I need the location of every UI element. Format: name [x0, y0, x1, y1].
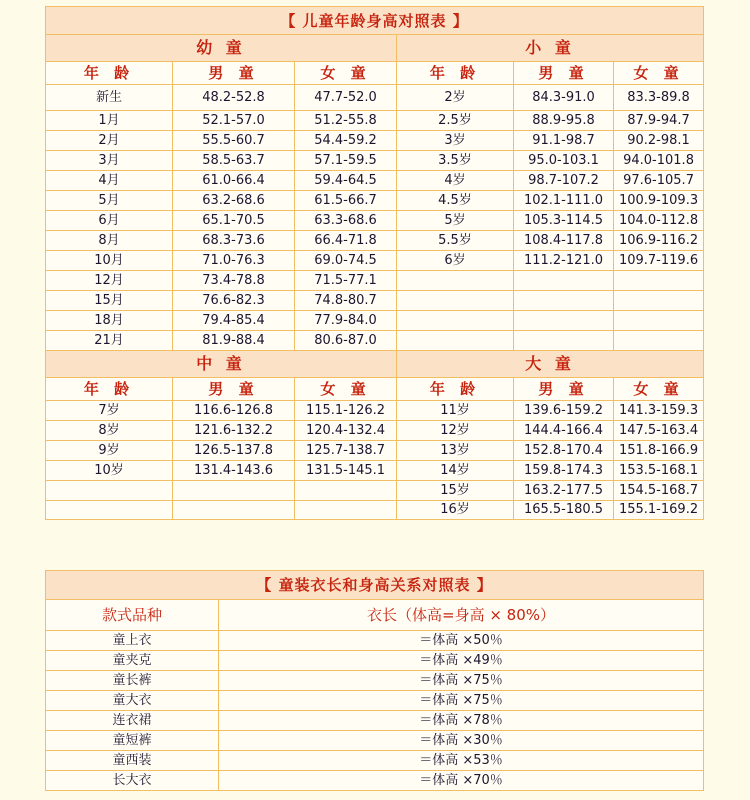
table-row	[46, 271, 704, 291]
girl-height-cell: 87.9-94.7	[614, 111, 704, 131]
table-row	[46, 85, 704, 111]
table-row	[46, 651, 704, 671]
girl-height-cell	[614, 291, 704, 311]
boy-height-cell	[173, 481, 295, 501]
table-row	[46, 631, 704, 651]
girl-height-cell: 66.4-71.8	[295, 231, 397, 251]
header-boy: 男 童	[173, 378, 295, 401]
age-cell: 5.5岁	[397, 231, 514, 251]
age-cell: 新生	[46, 85, 173, 111]
age-cell: 11岁	[397, 401, 514, 421]
age-cell: 5岁	[397, 211, 514, 231]
table-row	[46, 111, 704, 131]
age-cell: 8月	[46, 231, 173, 251]
age-cell: 16岁	[397, 501, 514, 520]
boy-height-cell: 139.6-159.2	[514, 401, 614, 421]
style-cell: 童短裤	[46, 731, 219, 751]
boy-height-cell: 95.0-103.1	[514, 151, 614, 171]
boy-height-cell: 121.6-132.2	[173, 421, 295, 441]
boy-height-cell: 73.4-78.8	[173, 271, 295, 291]
boy-height-cell: 88.9-95.8	[514, 111, 614, 131]
header-length: 衣长（体高=身高 × 80%）	[219, 600, 704, 631]
table-row	[46, 501, 704, 520]
age-cell: 10月	[46, 251, 173, 271]
table-row	[46, 291, 704, 311]
header-age: 年 龄	[46, 378, 173, 401]
header-boy: 男 童	[173, 62, 295, 85]
header-age: 年 龄	[397, 62, 514, 85]
boy-height-cell: 131.4-143.6	[173, 461, 295, 481]
girl-height-cell	[295, 501, 397, 520]
age-cell: 14岁	[397, 461, 514, 481]
age-cell: 18月	[46, 311, 173, 331]
age-cell: 5月	[46, 191, 173, 211]
girl-height-cell: 131.5-145.1	[295, 461, 397, 481]
clothing-length-table	[45, 570, 704, 791]
girl-height-cell: 63.3-68.6	[295, 211, 397, 231]
length-formula-cell: ＝体高 ×50％	[219, 631, 704, 651]
boy-height-cell: 163.2-177.5	[514, 481, 614, 501]
boy-height-cell: 126.5-137.8	[173, 441, 295, 461]
age-cell: 4岁	[397, 171, 514, 191]
header-girl: 女 童	[295, 378, 397, 401]
girl-height-cell: 61.5-66.7	[295, 191, 397, 211]
style-cell: 长大衣	[46, 771, 219, 791]
age-cell: 12月	[46, 271, 173, 291]
boy-height-cell: 98.7-107.2	[514, 171, 614, 191]
header-age: 年 龄	[46, 62, 173, 85]
section-infant-title: 幼 童	[46, 35, 397, 62]
header-style: 款式品种	[46, 600, 219, 631]
header-girl: 女 童	[614, 378, 704, 401]
table-row	[46, 311, 704, 331]
boy-height-cell: 52.1-57.0	[173, 111, 295, 131]
age-cell: 2岁	[397, 85, 514, 111]
age-cell: 12岁	[397, 421, 514, 441]
age-cell	[397, 271, 514, 291]
girl-height-cell	[614, 271, 704, 291]
boy-height-cell: 79.4-85.4	[173, 311, 295, 331]
girl-height-cell: 120.4-132.4	[295, 421, 397, 441]
boy-height-cell: 105.3-114.5	[514, 211, 614, 231]
length-formula-cell: ＝体高 ×30％	[219, 731, 704, 751]
boy-height-cell: 61.0-66.4	[173, 171, 295, 191]
style-cell: 童西装	[46, 751, 219, 771]
age-cell: 8岁	[46, 421, 173, 441]
girl-height-cell: 97.6-105.7	[614, 171, 704, 191]
girl-height-cell: 77.9-84.0	[295, 311, 397, 331]
section-big-title: 大 童	[397, 351, 704, 378]
table-row	[46, 131, 704, 151]
header-boy: 男 童	[514, 378, 614, 401]
table-row	[46, 171, 704, 191]
age-cell: 2.5岁	[397, 111, 514, 131]
age-cell: 4.5岁	[397, 191, 514, 211]
boy-height-cell	[514, 331, 614, 351]
header-girl: 女 童	[614, 62, 704, 85]
boy-height-cell: 165.5-180.5	[514, 501, 614, 520]
table-row	[46, 671, 704, 691]
length-formula-cell: ＝体高 ×49％	[219, 651, 704, 671]
age-cell	[46, 501, 173, 520]
boy-height-cell: 108.4-117.8	[514, 231, 614, 251]
girl-height-cell: 83.3-89.8	[614, 85, 704, 111]
table-row	[46, 401, 704, 421]
table-row	[46, 771, 704, 791]
style-cell: 童大衣	[46, 691, 219, 711]
length-formula-cell: ＝体高 ×78％	[219, 711, 704, 731]
boy-height-cell: 58.5-63.7	[173, 151, 295, 171]
boy-height-cell: 71.0-76.3	[173, 251, 295, 271]
age-cell: 15岁	[397, 481, 514, 501]
style-cell: 连衣裙	[46, 711, 219, 731]
age-cell	[397, 311, 514, 331]
boy-height-cell: 55.5-60.7	[173, 131, 295, 151]
table-row	[46, 731, 704, 751]
girl-height-cell	[295, 481, 397, 501]
section-child-title: 中 童	[46, 351, 397, 378]
table-row	[46, 151, 704, 171]
age-cell: 3岁	[397, 131, 514, 151]
girl-height-cell: 153.5-168.1	[614, 461, 704, 481]
age-cell	[397, 331, 514, 351]
boy-height-cell: 63.2-68.6	[173, 191, 295, 211]
section-toddler-title: 小 童	[397, 35, 704, 62]
height-table	[45, 6, 704, 520]
table-row	[46, 211, 704, 231]
boy-height-cell: 116.6-126.8	[173, 401, 295, 421]
age-cell: 21月	[46, 331, 173, 351]
girl-height-cell: 141.3-159.3	[614, 401, 704, 421]
age-cell: 15月	[46, 291, 173, 311]
length-formula-cell: ＝体高 ×53％	[219, 751, 704, 771]
table-row	[46, 191, 704, 211]
girl-height-cell: 47.7-52.0	[295, 85, 397, 111]
girl-height-cell: 94.0-101.8	[614, 151, 704, 171]
boy-height-cell: 102.1-111.0	[514, 191, 614, 211]
girl-height-cell: 125.7-138.7	[295, 441, 397, 461]
girl-height-cell: 106.9-116.2	[614, 231, 704, 251]
table-row	[46, 331, 704, 351]
table-row	[46, 711, 704, 731]
girl-height-cell	[614, 311, 704, 331]
girl-height-cell: 151.8-166.9	[614, 441, 704, 461]
style-cell: 童长裤	[46, 671, 219, 691]
boy-height-cell: 159.8-174.3	[514, 461, 614, 481]
length-formula-cell: ＝体高 ×75％	[219, 691, 704, 711]
table-row	[46, 751, 704, 771]
age-cell: 6岁	[397, 251, 514, 271]
length-formula-cell: ＝体高 ×70％	[219, 771, 704, 791]
girl-height-cell: 115.1-126.2	[295, 401, 397, 421]
boy-height-cell: 152.8-170.4	[514, 441, 614, 461]
age-cell: 2月	[46, 131, 173, 151]
table-row	[46, 231, 704, 251]
girl-height-cell: 104.0-112.8	[614, 211, 704, 231]
age-cell: 13岁	[397, 441, 514, 461]
girl-height-cell: 100.9-109.3	[614, 191, 704, 211]
header-girl: 女 童	[295, 62, 397, 85]
boy-height-cell	[514, 291, 614, 311]
table-row	[46, 251, 704, 271]
boy-height-cell: 81.9-88.4	[173, 331, 295, 351]
header-age: 年 龄	[397, 378, 514, 401]
girl-height-cell: 74.8-80.7	[295, 291, 397, 311]
age-cell: 4月	[46, 171, 173, 191]
table-row	[46, 441, 704, 461]
girl-height-cell: 54.4-59.2	[295, 131, 397, 151]
boy-height-cell	[173, 501, 295, 520]
age-cell: 9岁	[46, 441, 173, 461]
age-cell: 1月	[46, 111, 173, 131]
boy-height-cell: 144.4-166.4	[514, 421, 614, 441]
style-cell: 童上衣	[46, 631, 219, 651]
boy-height-cell	[514, 271, 614, 291]
header-boy: 男 童	[514, 62, 614, 85]
girl-height-cell: 51.2-55.8	[295, 111, 397, 131]
table-row	[46, 461, 704, 481]
table-row	[46, 691, 704, 711]
boy-height-cell: 68.3-73.6	[173, 231, 295, 251]
girl-height-cell: 109.7-119.6	[614, 251, 704, 271]
age-cell	[397, 291, 514, 311]
height-table-title: 【 儿童年龄身高对照表 】	[46, 7, 704, 35]
table-row	[46, 421, 704, 441]
girl-height-cell: 71.5-77.1	[295, 271, 397, 291]
boy-height-cell: 91.1-98.7	[514, 131, 614, 151]
age-cell	[46, 481, 173, 501]
girl-height-cell: 57.1-59.5	[295, 151, 397, 171]
boy-height-cell: 76.6-82.3	[173, 291, 295, 311]
girl-height-cell: 80.6-87.0	[295, 331, 397, 351]
girl-height-cell: 155.1-169.2	[614, 501, 704, 520]
boy-height-cell: 48.2-52.8	[173, 85, 295, 111]
girl-height-cell: 154.5-168.7	[614, 481, 704, 501]
girl-height-cell	[614, 331, 704, 351]
girl-height-cell: 90.2-98.1	[614, 131, 704, 151]
boy-height-cell	[514, 311, 614, 331]
girl-height-cell: 147.5-163.4	[614, 421, 704, 441]
age-cell: 3月	[46, 151, 173, 171]
age-cell: 6月	[46, 211, 173, 231]
clothing-table-title: 【 童装衣长和身高关系对照表 】	[46, 571, 704, 600]
girl-height-cell: 69.0-74.5	[295, 251, 397, 271]
style-cell: 童夹克	[46, 651, 219, 671]
age-cell: 7岁	[46, 401, 173, 421]
age-cell: 3.5岁	[397, 151, 514, 171]
boy-height-cell: 84.3-91.0	[514, 85, 614, 111]
boy-height-cell: 111.2-121.0	[514, 251, 614, 271]
boy-height-cell: 65.1-70.5	[173, 211, 295, 231]
age-cell: 10岁	[46, 461, 173, 481]
length-formula-cell: ＝体高 ×75％	[219, 671, 704, 691]
girl-height-cell: 59.4-64.5	[295, 171, 397, 191]
table-row	[46, 481, 704, 501]
